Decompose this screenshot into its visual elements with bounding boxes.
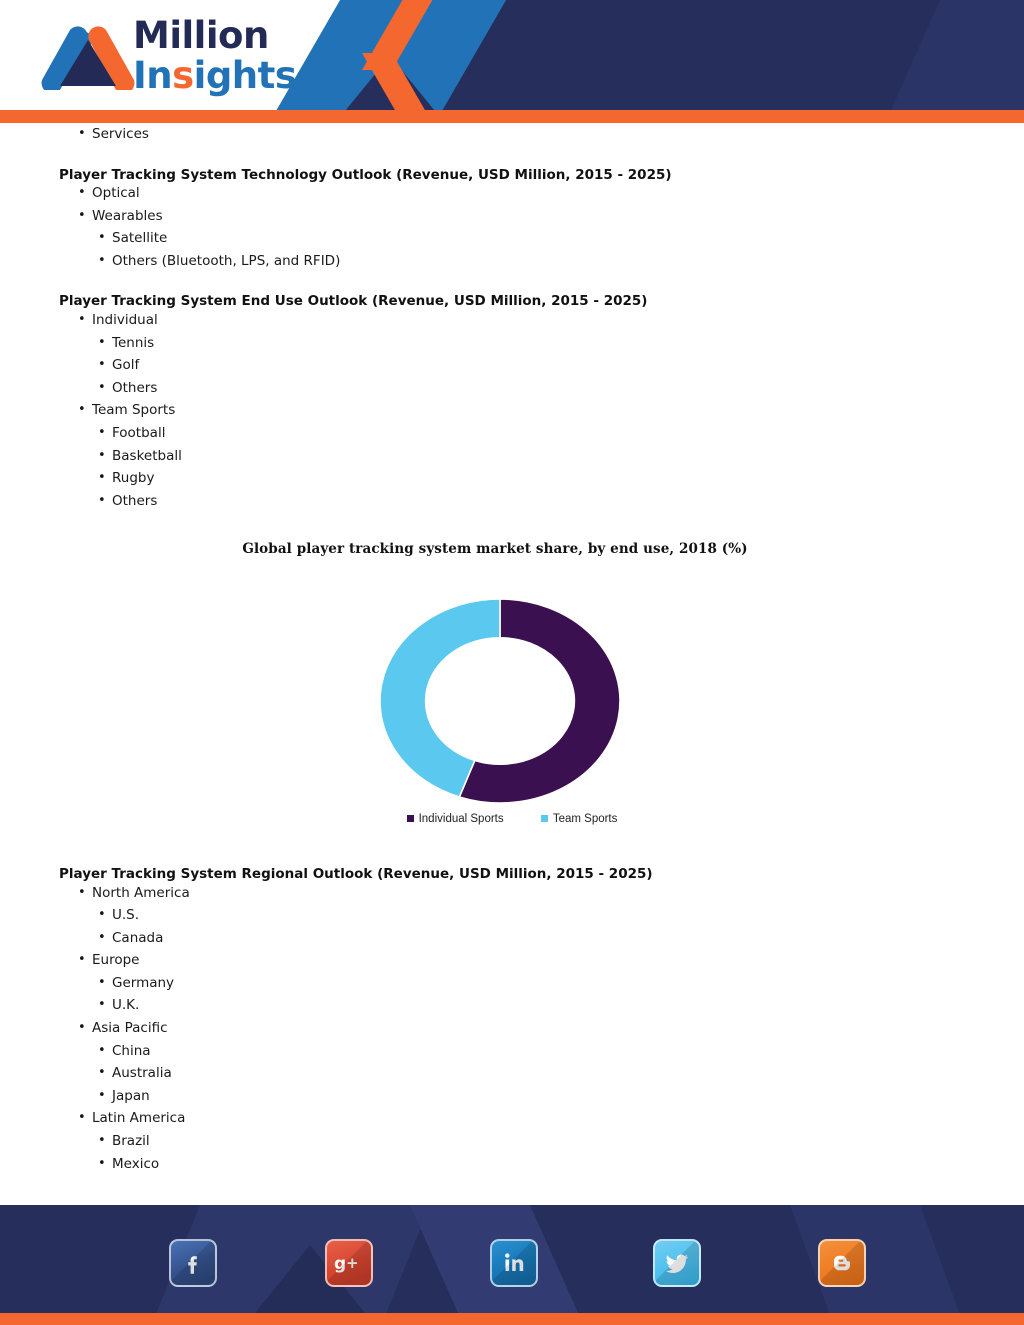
legend-swatch-individual-sports: [407, 815, 414, 822]
spacer: [0, 272, 1024, 295]
list-item: • Mexico: [0, 1153, 1024, 1176]
list-item: • Others (Bluetooth, LPS, and RFID): [0, 250, 1024, 273]
list-item: • Services: [0, 123, 1024, 146]
list-item: • Optical: [0, 182, 1024, 205]
icon-shadow: [818, 1239, 864, 1285]
list-item: • Japan: [0, 1085, 1024, 1108]
svg-text:+: +: [346, 1254, 359, 1272]
section-end-use-outlook: [0, 295, 1024, 512]
legend-label: Team Sports: [552, 813, 618, 825]
list-item: • North America: [0, 882, 1024, 905]
legend-item-individual-sports: [407, 813, 504, 825]
list-item: • Football: [0, 422, 1024, 445]
list-item: • Latin America: [0, 1107, 1024, 1130]
list-item: • Australia: [0, 1062, 1024, 1085]
donut-graphic: [378, 597, 622, 805]
logo-text-million: Million: [133, 14, 269, 57]
list-item: • Golf: [0, 354, 1024, 377]
list-item: • U.S.: [0, 904, 1024, 927]
list-item: • Europe: [0, 949, 1024, 972]
section-list: [0, 882, 1024, 1176]
donut-svg: [378, 597, 622, 805]
list-item: • China: [0, 1040, 1024, 1063]
google-plus-icon[interactable]: [325, 1239, 373, 1287]
legend-swatch-team-sports: [541, 815, 548, 822]
list-item: • Others: [0, 377, 1024, 400]
page-footer: [0, 1205, 1024, 1325]
chart-legend: [0, 813, 1024, 825]
section-heading: Player Tracking System Regional Outlook (Revenue, USD Million, 2015 - 2025): [59, 866, 653, 882]
list-item: • Asia Pacific: [0, 1017, 1024, 1040]
list-item: • Satellite: [0, 227, 1024, 250]
section-technology-outlook: [0, 166, 1024, 273]
list-item: • Wearables: [0, 205, 1024, 228]
list-item: • Canada: [0, 927, 1024, 950]
twitter-icon[interactable]: [653, 1239, 701, 1287]
list-item: • Tennis: [0, 332, 1024, 355]
blogger-icon[interactable]: [818, 1239, 866, 1287]
legend-label: Individual Sports: [418, 813, 504, 825]
header-accent-shape-1: [891, 0, 1024, 111]
icon-shadow: [653, 1239, 699, 1285]
list-item: • Germany: [0, 972, 1024, 995]
list-item: • Rugby: [0, 467, 1024, 490]
list-item: • Brazil: [0, 1130, 1024, 1153]
social-links-row: [0, 1239, 1024, 1289]
logo-insights-prefix: In: [133, 54, 173, 97]
list-item: • Basketball: [0, 445, 1024, 468]
chart-title: Global player tracking system market share, by end use, 2018 (%): [242, 541, 748, 557]
million-insights-logo-icon: [36, 24, 144, 90]
logo-text-insights: [133, 54, 373, 97]
market-share-donut-chart: [0, 541, 1024, 851]
list-item: • Team Sports: [0, 399, 1024, 422]
page-header: [0, 0, 1024, 123]
logo-insights-dollar-s: s: [172, 54, 194, 97]
orphan-bullet-list: [0, 123, 1024, 146]
document-body: [0, 123, 1024, 512]
spacer: [0, 146, 1024, 169]
section-list: [0, 182, 1024, 272]
facebook-icon[interactable]: [169, 1239, 217, 1287]
icon-shadow: [169, 1239, 215, 1285]
list-item: • U.K.: [0, 994, 1024, 1017]
svg-text:g: g: [334, 1254, 347, 1274]
section-heading: Player Tracking System End Use Outlook (Revenue, USD Million, 2015 - 2025): [59, 293, 648, 310]
section-regional-outlook: [0, 868, 1024, 1175]
list-item: • Others: [0, 490, 1024, 513]
section-list: [0, 309, 1024, 512]
linkedin-icon[interactable]: [490, 1239, 538, 1287]
million-insights-wordmark: [133, 14, 373, 97]
list-item: • Individual: [0, 309, 1024, 332]
logo-insights-suffix: ights: [193, 54, 297, 97]
section-heading: Player Tracking System Technology Outlook (Revenue, USD Million, 2015 - 2025): [59, 166, 672, 183]
icon-shadow: [325, 1239, 371, 1285]
legend-item-team-sports: [541, 813, 618, 825]
header-orange-rule: [0, 110, 1024, 123]
icon-shadow: [490, 1239, 536, 1285]
footer-orange-rule: [0, 1313, 1024, 1325]
